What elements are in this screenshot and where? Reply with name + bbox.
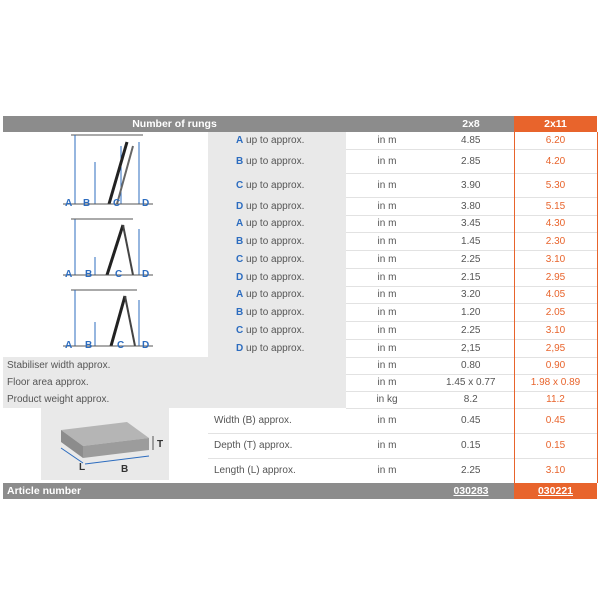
ladder-diagram-1: [3, 132, 208, 215]
row-label: C up to approx.: [208, 322, 346, 340]
row-value-2x11: 3.10: [514, 458, 597, 483]
header-unit: [346, 116, 428, 132]
row-unit: in m: [346, 458, 428, 483]
row-unit: in m: [346, 304, 428, 322]
article-number-label: Article number: [3, 483, 346, 499]
row-unit: in m: [346, 251, 428, 269]
header-col-2x8: 2x8: [428, 116, 514, 132]
row-value-2x11: 4.30: [514, 215, 597, 233]
row-value-2x11: 0.90: [514, 357, 597, 374]
length-label: Length (L) approx.: [208, 458, 346, 483]
weight-label: Product weight approx.: [3, 391, 346, 408]
row-label: C up to approx.: [208, 251, 346, 269]
row-value-2x11: 3.10: [514, 251, 597, 269]
row-value-2x11: 11.2: [514, 391, 597, 408]
row-value-2x8: 1.45: [428, 233, 514, 251]
row-label: D up to approx.: [208, 268, 346, 286]
row-label: B up to approx.: [208, 304, 346, 322]
table-row: [3, 132, 597, 149]
row-unit: in m: [346, 198, 428, 215]
row-unit: in m: [346, 357, 428, 374]
diagram-letter-c: C: [115, 269, 123, 280]
diagram-letter-b: B: [85, 340, 93, 351]
row-value-2x11: 5.15: [514, 198, 597, 215]
row-value-2x11: 4.05: [514, 286, 597, 304]
row-unit: in m: [346, 339, 428, 357]
row-value-2x11: 6.20: [514, 132, 597, 149]
row-value-2x8: 1.45 x 0.77: [428, 374, 514, 391]
ladder-illustration-combo: [3, 286, 208, 354]
width-label: Width (B) approx.: [208, 408, 346, 433]
row-value-2x11: 4.20: [514, 149, 597, 173]
row-value-2x8: 2.25: [428, 322, 514, 340]
stabiliser-label: Stabiliser width approx.: [3, 357, 346, 374]
row-unit: in m: [346, 374, 428, 391]
table-row: [3, 357, 597, 374]
row-label: D up to approx.: [208, 339, 346, 357]
table-row: [3, 215, 597, 233]
row-value-2x11: 0.15: [514, 433, 597, 458]
table-row: [3, 374, 597, 391]
depth-label: Depth (T) approx.: [208, 433, 346, 458]
diagram-letter-d: D: [142, 340, 150, 351]
article-link-2x8[interactable]: 030283: [428, 483, 514, 499]
ladder-diagram-2: [3, 215, 208, 286]
footer-row: [3, 483, 597, 499]
row-label: B up to approx.: [208, 149, 346, 173]
row-value-2x8: 0.80: [428, 357, 514, 374]
row-value-2x8: 2,15: [428, 339, 514, 357]
header-row: [3, 116, 597, 132]
row-unit: in m: [346, 268, 428, 286]
diagram-letter-a: A: [65, 340, 73, 351]
diagram-letter-d: D: [142, 269, 150, 280]
spec-table: [3, 116, 598, 499]
row-unit: in m: [377, 134, 397, 146]
row-value-2x8: 3.80: [428, 198, 514, 215]
diagram-letter-c: C: [117, 340, 125, 351]
row-value-2x8: 3.20: [428, 286, 514, 304]
row-label: A up to approx.: [208, 286, 346, 304]
header-label: Number of rungs: [3, 116, 346, 132]
row-value-2x8: 2.25: [428, 251, 514, 269]
row-value-2x11: 0.45: [514, 408, 597, 433]
row-unit: in m: [346, 286, 428, 304]
diagram-letter-c: C: [113, 198, 121, 209]
package-box-illustration: [3, 408, 208, 480]
diagram-letter-b: B: [83, 198, 91, 209]
package-diagram: [3, 408, 208, 483]
row-unit: in m: [346, 149, 428, 173]
row-label: C up to approx.: [208, 173, 346, 197]
row-value-2x11: 2.05: [514, 304, 597, 322]
table-row: [3, 286, 597, 304]
ladder-diagram-3: [3, 286, 208, 357]
row-value-2x11: 5.30: [514, 173, 597, 197]
diagram-letter-a: A: [65, 198, 73, 209]
box-letter-t: T: [157, 439, 164, 450]
row-value-2x11: 2.30: [514, 233, 597, 251]
row-value-2x11: 2,95: [514, 339, 597, 357]
row-value-2x8: 0.15: [428, 433, 514, 458]
row-value-2x8: 4.85: [461, 134, 481, 146]
header-col-2x11: 2x11: [514, 116, 597, 132]
row-unit: in m: [346, 322, 428, 340]
box-letter-b: B: [121, 464, 129, 475]
diagram-letter-b: B: [85, 269, 93, 280]
row-label: D up to approx.: [208, 198, 346, 215]
row-label: B up to approx.: [208, 233, 346, 251]
diagram-letter-d: D: [142, 198, 150, 209]
row-value-2x8: 3.45: [428, 215, 514, 233]
row-unit: in m: [346, 233, 428, 251]
row-value-2x11: 2.95: [514, 268, 597, 286]
ladder-illustration-lean: [3, 132, 208, 212]
row-value-2x8: 3.90: [428, 173, 514, 197]
row-value-2x11: 1.98 x 0.89: [514, 374, 597, 391]
row-value-2x11: 3.10: [514, 322, 597, 340]
box-letter-l: L: [79, 462, 86, 473]
ladder-illustration-aframe: [3, 215, 208, 283]
row-value-2x8: 2.25: [428, 458, 514, 483]
row-value-2x8: 2.15: [428, 268, 514, 286]
article-link-2x11[interactable]: 030221: [514, 483, 597, 499]
floor-area-label: Floor area approx.: [3, 374, 346, 391]
row-value-2x8: 0.45: [428, 408, 514, 433]
row-unit: in kg: [346, 391, 428, 408]
row-value-2x8: 8.2: [428, 391, 514, 408]
row-label: A up to approx.: [208, 132, 346, 149]
footer-unit: [346, 483, 428, 499]
table-row: [3, 391, 597, 408]
row-value-2x8: 1.20: [428, 304, 514, 322]
row-value-2x8: 2.85: [428, 149, 514, 173]
row-unit: in m: [346, 173, 428, 197]
table-row: [3, 408, 597, 433]
diagram-letter-a: A: [65, 269, 73, 280]
row-unit: in m: [346, 433, 428, 458]
row-label: A up to approx.: [208, 215, 346, 233]
row-unit: in m: [346, 408, 428, 433]
row-unit: in m: [346, 215, 428, 233]
